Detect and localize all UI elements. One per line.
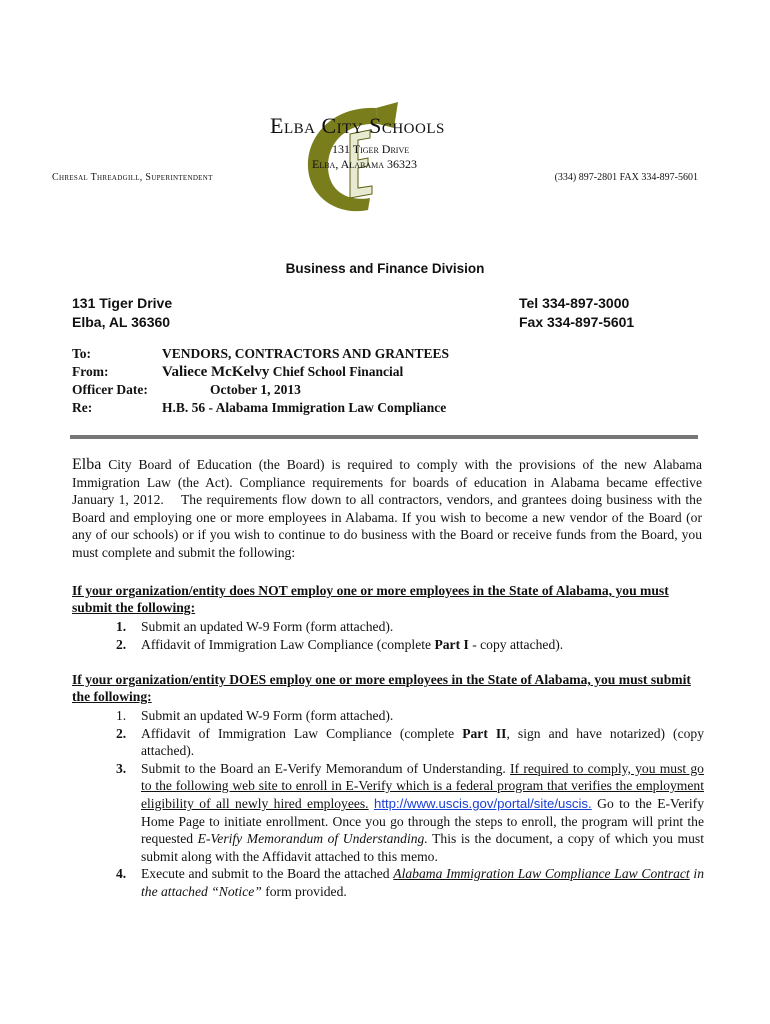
memo-from-name: Valiece McKelvy	[162, 364, 270, 380]
memo-to-value: VENDORS, CONTRACTORS AND GRANTEES	[162, 346, 450, 361]
section1-list	[116, 618, 704, 653]
uscis-link[interactable]: http://www.uscis.gov/portal/site/uscis.	[374, 795, 592, 811]
list-item-italic-underlined: Alabama Immigration Law Compliance Law Contract	[393, 866, 690, 882]
list-item-text-mid: Go to the E-Verify Home Page to initiate enrollment. Once you go through the steps to enroll, the program will print the requested	[141, 795, 704, 847]
letterhead-address-line1: 131 Tiger Drive	[332, 142, 410, 156]
list-number: 4.	[116, 866, 127, 882]
list-item	[116, 760, 704, 866]
intro-text: City Board of Education (the Board) is required to comply with the provisions of the new Alabama Immigration Law (the Act). Compliance requirements for boards of education in Alabama became effective January 1, 2012. The requirements flow down to all contractors, vendors, and grantees doing business with the Board and employing one or more employees in Alabama. If you wish to become a new vendor of the Board (or any of our schools) or if you wish to continue to do business with the Board or receive funds from the Board, you must complete and submit the following:	[72, 457, 702, 560]
list-item-italic: E-Verify Memorandum of Understanding.	[197, 831, 428, 847]
memo-re-label: Re:	[72, 400, 93, 415]
list-item	[116, 636, 704, 654]
section1-heading: If your organization/entity does NOT employ one or more employees in the State of Alabama, you must submit the following:	[72, 583, 669, 616]
list-item-bold: Part II	[462, 725, 507, 741]
memo-date	[72, 382, 301, 398]
list-item	[116, 618, 704, 636]
list-item-text: Affidavit of Immigration Law Compliance (complete	[141, 636, 435, 652]
list-item	[116, 865, 704, 900]
memo-to	[72, 346, 449, 362]
list-item-text: Submit an updated W-9 Form (form attached).	[141, 619, 394, 634]
office-tel: Tel 334-897-3000	[519, 295, 630, 311]
list-number: 2.	[116, 725, 127, 741]
list-number: 3.	[116, 760, 127, 776]
list-item	[116, 707, 704, 725]
memo-re	[72, 400, 446, 416]
list-number: 1.	[116, 619, 127, 634]
section2-list	[116, 707, 704, 901]
list-item-bold: Part I	[434, 636, 469, 652]
superintendent-name: Chresal Threadgill, Superintendent	[52, 172, 213, 183]
office-fax: Fax 334-897-5601	[519, 314, 635, 330]
memo-from-title: Chief School Financial	[272, 364, 404, 379]
school-name: Elba City Schools	[270, 113, 445, 138]
list-item-text-end: This is the document, a copy of which you must submit along with the Affidavit attached to this memo.	[141, 831, 704, 864]
memo-to-label: To:	[72, 346, 92, 361]
list-item-text-end: - copy attached).	[468, 636, 564, 652]
memo-re-value: H.B. 56 - Alabama Immigration Law Compliance	[162, 400, 447, 415]
list-item-text: Affidavit of Immigration Law Compliance (complete	[141, 725, 463, 741]
header-divider	[70, 435, 698, 439]
memo-date-label: Officer Date:	[72, 382, 148, 397]
section2-heading: If your organization/entity DOES employ one or more employees in the State of Alabama, you must submit the following:	[72, 672, 691, 705]
list-item-text: Execute and submit to the Board the attached	[141, 866, 394, 882]
list-item-underlined: If required to comply, you must go to the following web site to enroll in E-Verify which is a federal program that verifies the employment eligibility of all newly hired employees.	[141, 760, 704, 811]
memo-from	[72, 364, 403, 381]
list-item-italic: in the attached “Notice”	[141, 866, 704, 899]
office-city: Elba, AL 36360	[72, 314, 171, 330]
memo-from-label: From:	[72, 364, 109, 379]
list-item-text: Submit to the Board an E-Verify Memorandum of Understanding.	[141, 760, 511, 776]
list-number: 2.	[116, 636, 127, 652]
division-title: Business and Finance Division	[285, 261, 485, 276]
list-item	[116, 725, 704, 760]
list-item-text: Submit an updated W-9 Form (form attached).	[141, 708, 394, 723]
list-item-text-end: , sign and have notarized) (copy attached).	[141, 725, 705, 759]
letterhead-address-line2: Elba, Alabama 36323	[312, 157, 418, 171]
office-street: 131 Tiger Drive	[72, 295, 173, 311]
intro-first-word: Elba	[72, 456, 102, 473]
letterhead-phone-fax: (334) 897-2801 FAX 334-897-5601	[554, 172, 698, 183]
intro-paragraph	[72, 456, 702, 562]
list-item-text-end: form provided.	[261, 883, 347, 899]
list-number: 1.	[116, 708, 127, 723]
memo-date-value: October 1, 2013	[210, 382, 301, 397]
